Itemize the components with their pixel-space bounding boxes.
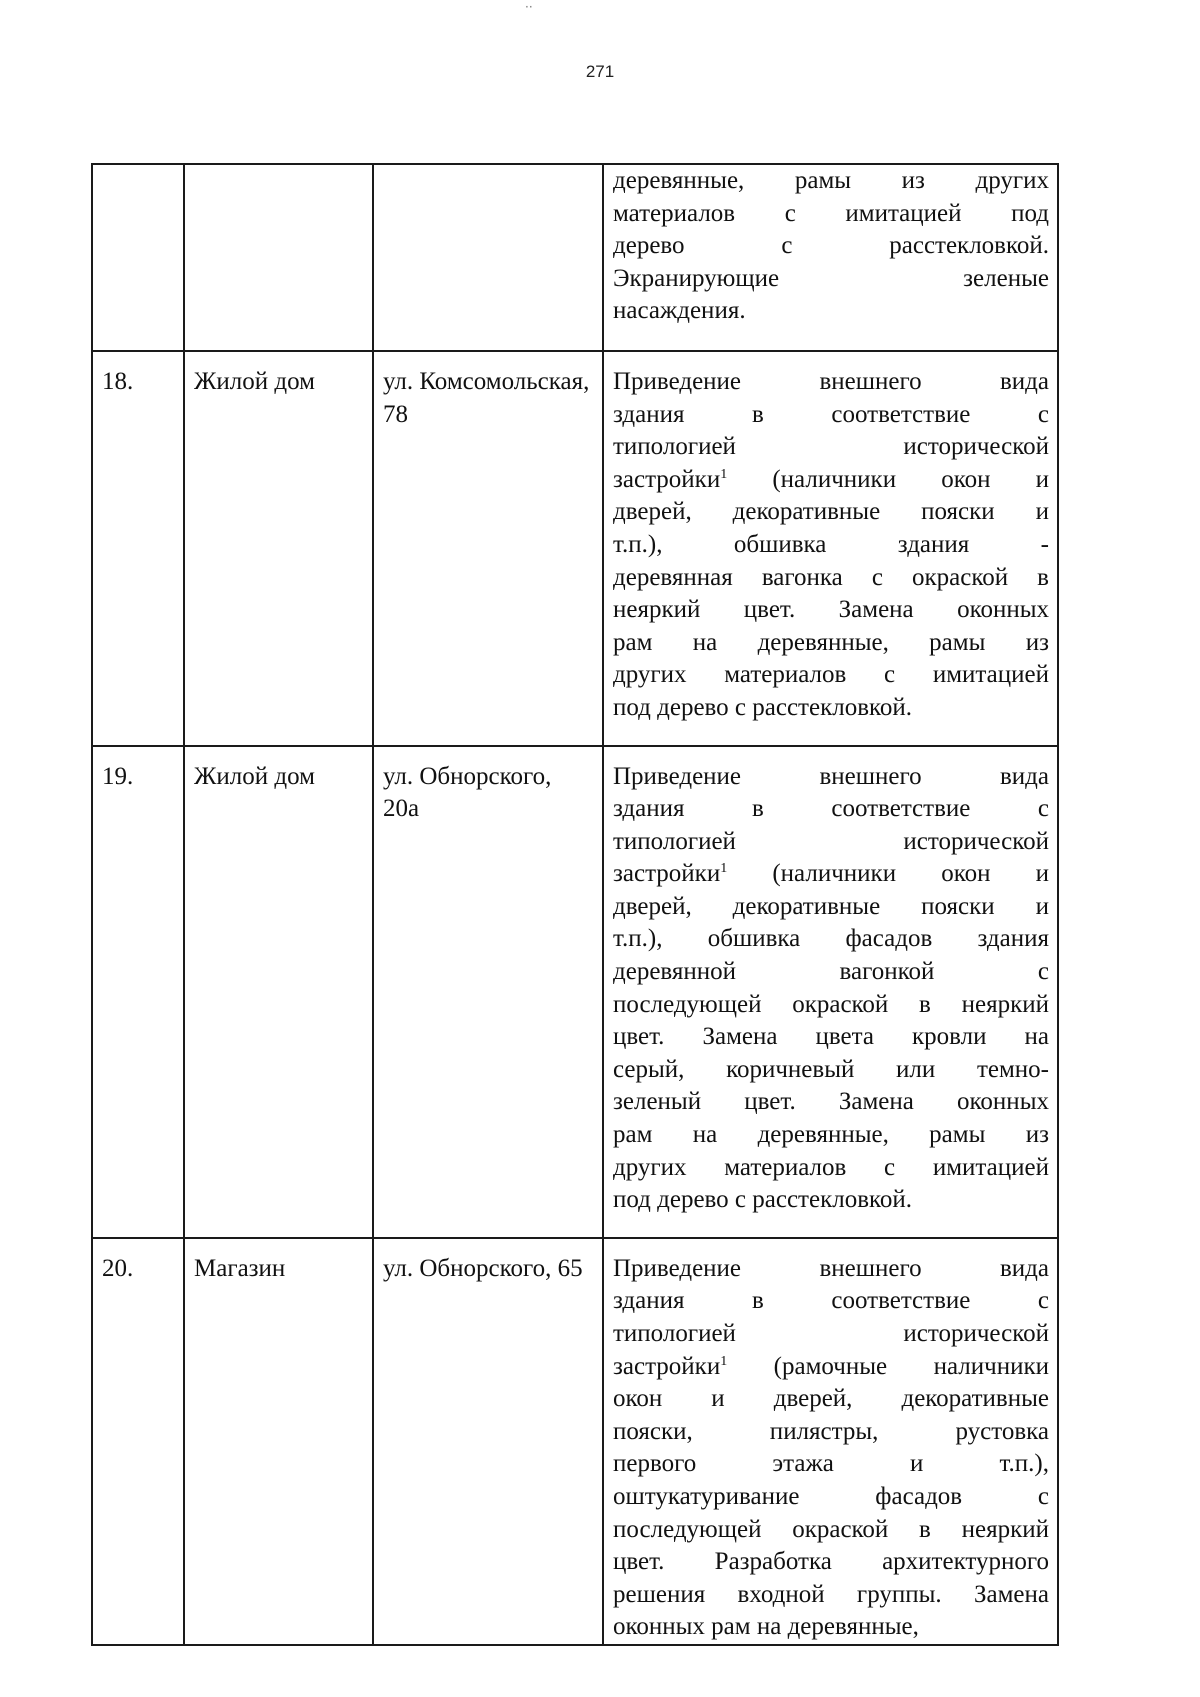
cell-number: 18. <box>92 351 184 746</box>
cell-number: 19. <box>92 746 184 1238</box>
description-line: застройки$^1$ (наличники окон и <box>613 860 1049 888</box>
description-line: насаждения. <box>613 297 746 325</box>
description-line: типологией исторической <box>613 1320 1049 1347</box>
description-line: последующей окраской в неяркий <box>613 1515 1049 1543</box>
description-line: зеленый цвет. Замена оконных <box>613 1088 1049 1116</box>
scan-artifact: ·· <box>525 0 533 14</box>
description-line: под дерево с расстекловкой. <box>613 693 913 721</box>
cell-number: 20. <box>92 1238 184 1645</box>
objects-table <box>91 163 1059 1646</box>
description-line: деревянной вагонкой с <box>613 958 1049 986</box>
description-line: материалов с имитацией под <box>613 199 1049 227</box>
description-line: других материалов с имитацией <box>613 661 1049 689</box>
description-line: т.п.), обшивка фасадов здания <box>613 925 1049 953</box>
cell-name: Жилой дом <box>184 746 373 1238</box>
description-line: здания в соответствие с <box>613 795 1049 823</box>
cell-address: ул. Обнорского, 20а <box>373 746 603 1238</box>
cell-address: ул. Обнорского, 65 <box>373 1238 603 1645</box>
description-line: здания в соответствие с <box>613 400 1049 428</box>
description-line: решения входной группы. Замена <box>613 1580 1049 1608</box>
description-line: застройки$^1$ (наличники окон и <box>613 465 1049 493</box>
description-line: окон и дверей, декоративные <box>613 1385 1049 1413</box>
cell-address <box>373 164 603 351</box>
description-line: типологией исторической <box>613 827 1049 855</box>
table-row <box>92 1238 1058 1645</box>
cell-number <box>92 164 184 351</box>
table-row <box>92 351 1058 746</box>
cell-description <box>603 1238 1058 1645</box>
description-line: деревянные, рамы из других <box>613 167 1049 194</box>
description-line: серый, коричневый или темно- <box>613 1055 1049 1083</box>
description-line: здания в соответствие с <box>613 1287 1049 1315</box>
description-line: цвет. Разработка архитектурного <box>613 1548 1049 1576</box>
footnote-marker: 1 <box>720 1353 728 1369</box>
description-line: последующей окраской в неяркий <box>613 990 1049 1018</box>
table-body <box>92 164 1058 1645</box>
description-line: рам на деревянные, рамы из <box>613 1121 1049 1149</box>
footnote-marker: 1 <box>720 466 728 482</box>
description-line: неяркий цвет. Замена оконных <box>613 596 1049 624</box>
table-row <box>92 164 1058 351</box>
cell-name: Магазин <box>184 1238 373 1645</box>
description-line: других материалов с имитацией <box>613 1153 1049 1181</box>
description-line: Приведение внешнего вида <box>613 1254 1049 1282</box>
page-number: 271 <box>585 62 615 81</box>
cell-address: ул. Комсомольская, 78 <box>373 351 603 746</box>
footnote-marker: 1 <box>720 861 728 877</box>
cell-description <box>603 351 1058 746</box>
cell-name <box>184 164 373 351</box>
description-line: Приведение внешнего вида <box>613 762 1049 790</box>
description-line: деревянная вагонка с окраской в <box>613 563 1049 591</box>
cell-description <box>603 164 1058 351</box>
table-row <box>92 746 1058 1238</box>
description-line: дверей, декоративные пояски и <box>613 498 1049 526</box>
cell-description <box>603 746 1058 1238</box>
description-line: застройки$^1$ (рамочные наличники <box>613 1352 1049 1380</box>
description-line: пояски, пилястры, рустовка <box>613 1417 1049 1445</box>
description-line: типологией исторической <box>613 433 1049 461</box>
description-line: под дерево с расстекловкой. <box>613 1186 913 1214</box>
description-line: Экранирующие зеленые <box>613 264 1049 292</box>
description-line: т.п.), обшивка здания - <box>613 530 1049 558</box>
description-line: Приведение внешнего вида <box>613 367 1049 395</box>
description-line: дерево с расстекловкой. <box>613 232 1049 260</box>
description-line: оконных рам на деревянные, <box>613 1613 919 1641</box>
cell-name: Жилой дом <box>184 351 373 746</box>
description-line: дверей, декоративные пояски и <box>613 892 1049 920</box>
description-line: рам на деревянные, рамы из <box>613 628 1049 656</box>
description-line: первого этажа и т.п.), <box>613 1450 1049 1478</box>
description-line: оштукатуривание фасадов с <box>613 1482 1049 1510</box>
description-line: цвет. Замена цвета кровли на <box>613 1023 1049 1051</box>
